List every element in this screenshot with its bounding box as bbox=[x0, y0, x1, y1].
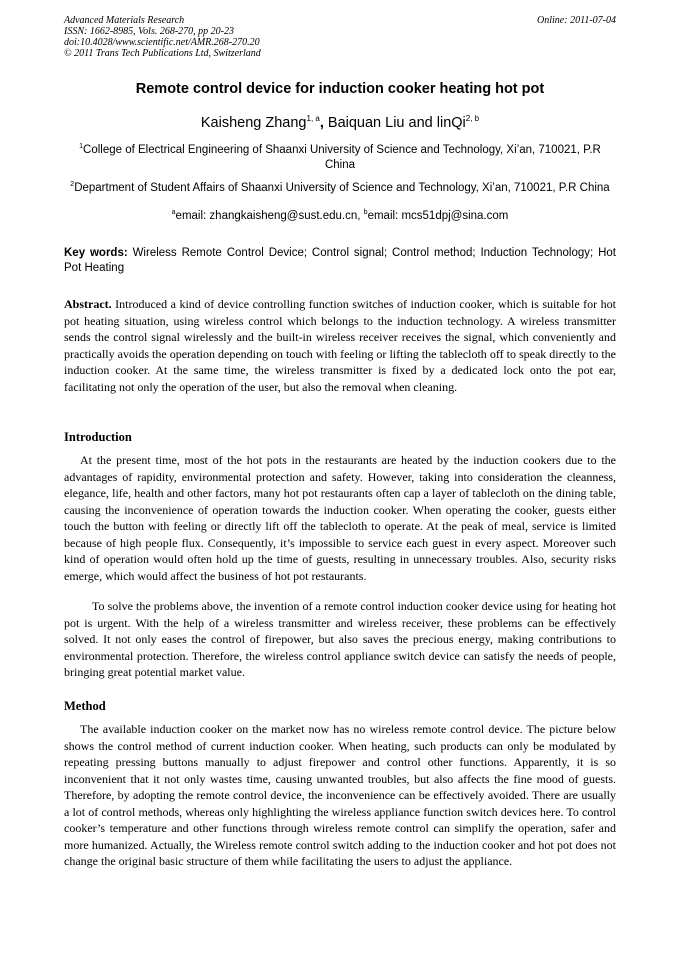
affiliation-1-text: College of Electrical Engineering of Shaanxi University of Science and Technology, Xi’an, 710021, P.R China bbox=[83, 143, 601, 171]
affiliation-1 bbox=[64, 139, 616, 173]
author-1-affil-marker: 1, a bbox=[306, 114, 320, 123]
introduction-paragraph-2: To solve the problems above, the invention of a remote control induction cooker device using for heating hot pot is urgent. With the help of a wireless transmitter and wireless receiver, these problems can be effectively solved. It not only eases the control of firepower, but also saves the precious energy, making contributions to environmental protection. Therefore, the wireless control appliance switch device can satisfy the needs of people, bringing great potential market value. bbox=[64, 599, 616, 679]
email-a: email: zhangkaisheng@sust.edu.cn, bbox=[175, 209, 364, 222]
affiliation-2-text: Department of Student Affairs of Shaanxi University of Science and Technology, Xi’an, 710021, P.R China bbox=[74, 181, 610, 194]
keywords-text: Wireless Remote Control Device; Control signal; Control method; Induction Technology; Hot Pot Heating bbox=[64, 247, 616, 274]
abstract-text: Introduced a kind of device controlling function switches of induction cooker, which is suitable for hot pot heating situation, using wireless control which belongs to the induction technology. A wireless transmitter sends the control signal wirelessly and the built-in wireless receiver receives the signal, which conveniently and practically avoids the operation depending on touch with feeling or lifting the tablecloth off to speak directly to the induction cooker. At the same time, the wireless transmitter is fixed by a dedicated lock onto the pot ear, facilitating not only the operation of the user, but also the removal when cleaning. bbox=[64, 297, 616, 394]
doi-line: doi:10.4028/www.scientific.net/AMR.268-270.20 bbox=[64, 37, 260, 48]
introduction-heading: Introduction bbox=[64, 430, 132, 444]
co-authors: Baiquan Liu and linQi bbox=[323, 114, 466, 131]
abstract-paragraph bbox=[64, 296, 616, 395]
issn-line: ISSN: 1662-8985, Vols. 268-270, pp 20-23 bbox=[64, 26, 234, 37]
author-1: Kaisheng Zhang bbox=[200, 114, 307, 131]
affiliation-2-marker: 2 bbox=[70, 181, 75, 188]
keywords-label: Key words: bbox=[64, 247, 128, 259]
affiliation-1-marker: 1 bbox=[79, 143, 84, 150]
keywords-block bbox=[64, 246, 616, 275]
journal-header bbox=[64, 15, 616, 59]
email-line bbox=[64, 209, 616, 222]
author-separator: , bbox=[319, 114, 324, 131]
method-heading: Method bbox=[64, 699, 106, 713]
method-paragraph-1: The available induction cooker on the market now has no wireless remote control device. The picture below shows the control method of current induction cooker. When heating, such products can only be modulated by repeating pressing buttons manually to adjust firepower and control other functions. Apparently, it is so inconvenient that it not only wastes time, causing unwanted troubles, but also affects the fine mood of guests. Therefore, by adopting the remote control device, the inconvenience can be effectively avoided. There are usually a lot of control methods, whereas only highlighting the wireless appliance function switch devices here. To control cooker’s temperature and other functions through wireless remote control can simplify the operation, safer and more humanized. Actually, the Wireless remote control switch adding to the induction cooker and hot pot does not change the original basic structure of them while facilitating the users to adjust the appliance. bbox=[64, 722, 616, 868]
abstract-label: Abstract. bbox=[64, 297, 112, 311]
journal-name: Advanced Materials Research bbox=[64, 15, 185, 26]
co-authors-affil-marker: 2, b bbox=[465, 114, 480, 123]
paper-title: Remote control device for induction cooker heating hot pot bbox=[135, 81, 545, 97]
affiliation-2 bbox=[64, 177, 616, 196]
author-line bbox=[64, 114, 616, 131]
email-b-marker: b bbox=[363, 209, 368, 216]
copyright-line: © 2011 Trans Tech Publications Ltd, Switzerland bbox=[64, 48, 261, 59]
email-b: email: mcs51dpj@sina.com bbox=[367, 209, 509, 222]
online-date: Online: 2011-07-04 bbox=[537, 15, 616, 26]
introduction-paragraph-1: At the present time, most of the hot pots in the restaurants are heated by the induction cookers due to the advantages of rapidity, environmental protection and safety. However, taking into consideration the cleanness, elegance, life, health and other factors, many hot pot restaurants often cap a layer of tablecloth on the dining table, causing the inconvenience of operation towards the induction cooker. When operating the cooker, guests either touch the button with feeling or directly lift off the tablecloth to operate. At the peak of meal, service is limited because of high people flux. Consequently, it’s impossible to service each guest in every aspect. Moreover such kind of operation would often hold up the time of guests, resulting in unnecessary troubles. Also, security risks emerge, which would affect the business of hot pot restaurants. bbox=[64, 453, 616, 583]
email-a-marker: a bbox=[171, 209, 176, 216]
